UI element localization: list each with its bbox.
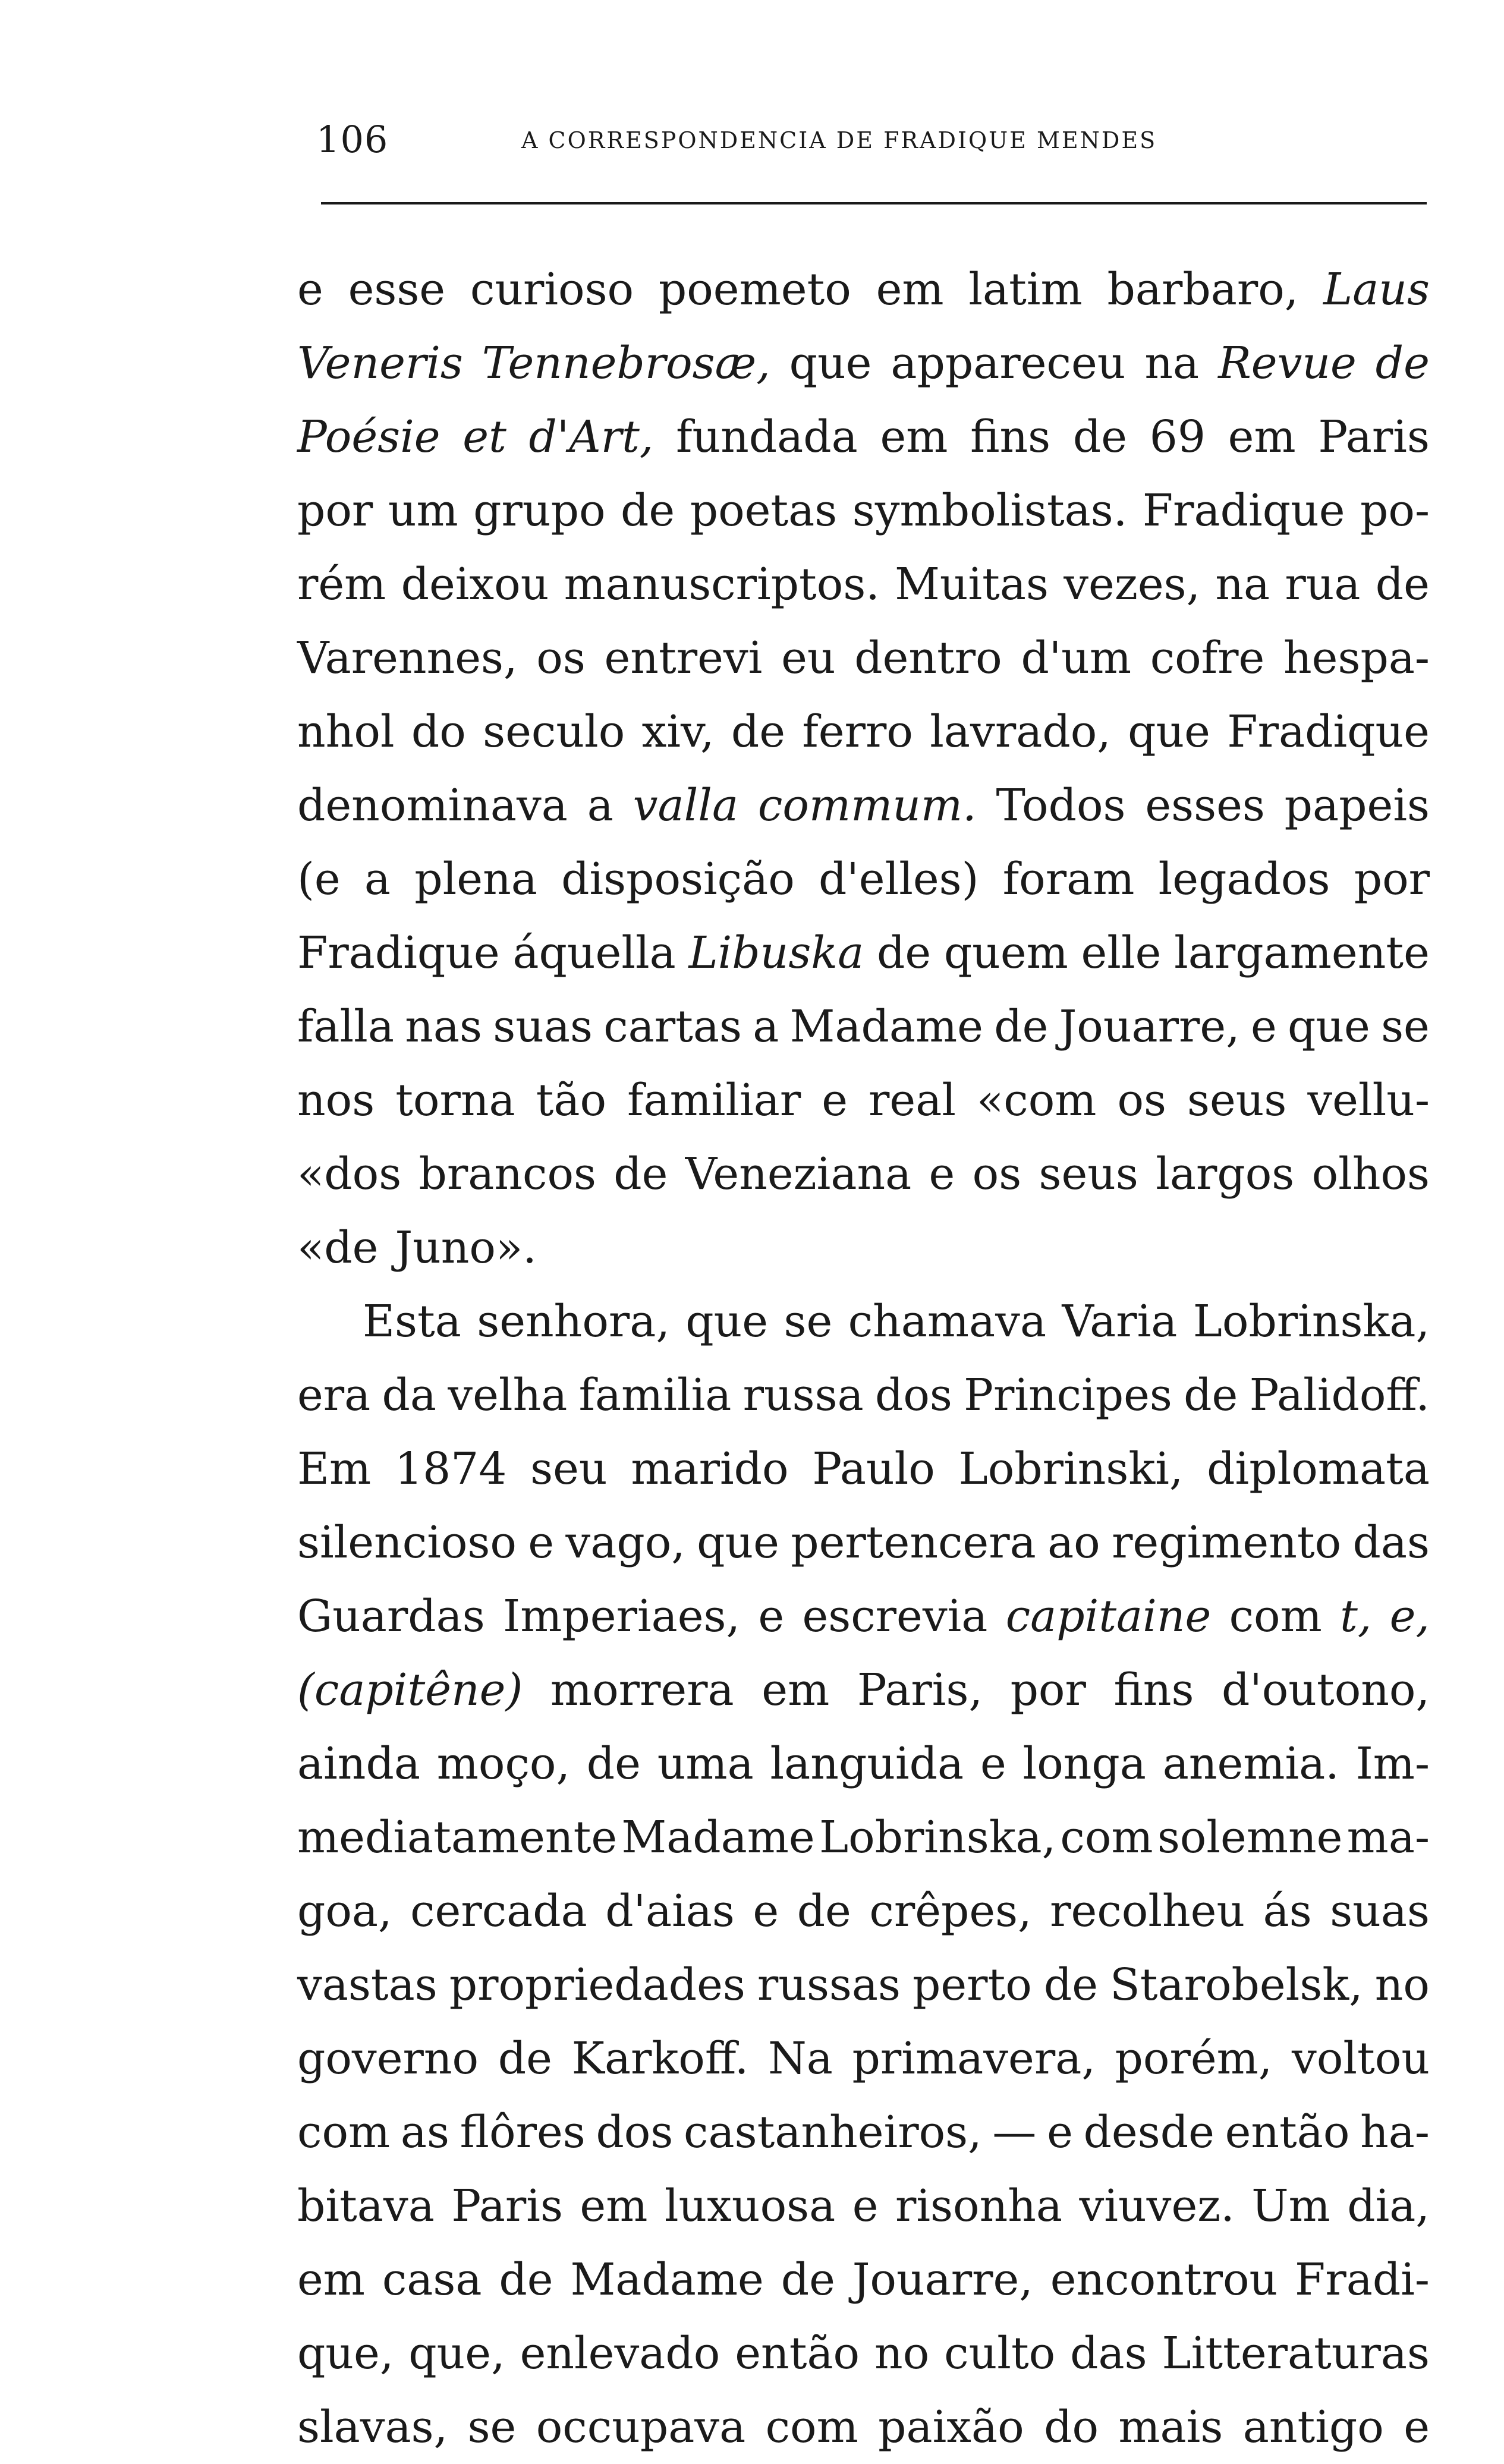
word: Fradique <box>297 927 500 978</box>
word: Fradi- <box>1295 2254 1430 2305</box>
word: Lobrinska, <box>1192 1296 1430 1347</box>
word: fundada <box>676 411 858 462</box>
italic-word: Tennebrosæ, <box>482 338 770 389</box>
word: seculo <box>483 706 625 757</box>
text-line <box>297 769 1430 842</box>
word: que, <box>297 2328 394 2379</box>
word: ainda <box>297 1738 420 1789</box>
word: e <box>929 1148 955 1200</box>
word: bitava <box>297 2180 435 2232</box>
word: Guardas <box>297 1591 485 1642</box>
word: d'elles) <box>819 854 979 905</box>
word: desde <box>1083 2107 1214 2158</box>
word: Varennes, <box>297 632 518 684</box>
word: de <box>499 2254 553 2305</box>
word: recolheu <box>1050 1886 1245 1937</box>
text-line <box>297 547 1430 621</box>
word: de <box>621 485 675 536</box>
word: nas <box>405 1001 482 1052</box>
word: crêpes, <box>869 1886 1032 1937</box>
word: e <box>1404 2402 1430 2453</box>
word: cercada <box>410 1886 587 1937</box>
word: deixou <box>401 559 549 610</box>
word: e <box>297 264 323 315</box>
text-line <box>297 695 1430 769</box>
text-line <box>297 326 1430 400</box>
word: seu <box>530 1443 608 1494</box>
word: um <box>388 485 458 536</box>
word: plena <box>414 854 537 905</box>
word: legados <box>1158 854 1330 905</box>
word: e <box>822 1075 848 1126</box>
word: de <box>498 2033 552 2084</box>
word: em <box>580 2180 648 2232</box>
word: castanheiros, <box>684 2107 982 2158</box>
word: papeis <box>1284 780 1430 831</box>
word: então <box>735 2328 860 2379</box>
word: mediatamente <box>297 1812 618 1863</box>
word: curioso <box>470 264 634 315</box>
word: risonha <box>895 2180 1063 2232</box>
text-line <box>297 1727 1430 1801</box>
word: culto <box>944 2328 1056 2379</box>
word: que, <box>408 2328 505 2379</box>
word: do <box>1044 2402 1099 2453</box>
word: solemne <box>1157 1812 1343 1863</box>
word: poetas <box>690 485 838 536</box>
word: d'um <box>1021 632 1132 684</box>
word: disposição <box>561 854 795 905</box>
word: Esta <box>363 1296 461 1347</box>
page-number: 106 <box>316 118 389 161</box>
word: e <box>1047 2107 1073 2158</box>
word: d'aias <box>605 1886 735 1937</box>
word: suas <box>493 1001 593 1052</box>
word: os <box>972 1148 1022 1200</box>
word: foram <box>1002 854 1135 905</box>
word: se <box>467 2402 517 2453</box>
word: symbolistas. <box>852 485 1128 536</box>
word: Jouarre, <box>852 2254 1033 2305</box>
word: com <box>297 2107 391 2158</box>
word: as <box>400 2107 449 2158</box>
word: fins <box>1113 1664 1194 1716</box>
word: de <box>1072 411 1128 462</box>
word: e <box>753 1886 779 1937</box>
italic-word: et <box>462 411 506 462</box>
word: da <box>382 1370 437 1421</box>
word: largos <box>1156 1148 1295 1200</box>
word: nos <box>297 1075 375 1126</box>
word: paixão <box>878 2402 1024 2453</box>
word: goa, <box>297 1886 392 1937</box>
italic-word: d'Art, <box>528 411 654 462</box>
word: que <box>1128 706 1210 757</box>
word: entrevi <box>604 632 763 684</box>
word: rua <box>1285 559 1361 610</box>
word: Paulo <box>812 1443 935 1494</box>
word: Jouarre, <box>1059 1001 1240 1052</box>
word: das <box>1070 2328 1147 2379</box>
word: casa <box>382 2254 482 2305</box>
italic-word: Laus <box>1323 264 1430 315</box>
word: de <box>731 706 786 757</box>
word: no <box>874 2328 930 2379</box>
word: em <box>762 1664 830 1716</box>
text-line <box>297 1801 1430 1874</box>
word: esse <box>348 264 446 315</box>
text-line <box>297 916 1430 990</box>
word: os <box>536 632 586 684</box>
word: slavas, <box>297 2402 448 2453</box>
italic-word: e, <box>1389 1591 1430 1642</box>
word: tão <box>536 1075 607 1126</box>
word: d'outono, <box>1222 1664 1430 1716</box>
running-head <box>316 113 1428 166</box>
word: vastas <box>297 1959 438 2010</box>
word: perto <box>913 1959 1032 2010</box>
word: po- <box>1360 485 1430 536</box>
word: Madame <box>621 1812 815 1863</box>
word: vellu- <box>1307 1075 1430 1126</box>
word: elle <box>1081 927 1162 978</box>
word: por <box>297 485 373 536</box>
text-line <box>297 1948 1430 2022</box>
text-line <box>297 1874 1430 1948</box>
word: ferro <box>802 706 913 757</box>
word: barbaro, <box>1107 264 1299 315</box>
word: «dos <box>297 1148 402 1200</box>
word: era <box>297 1370 371 1421</box>
text-line <box>297 2243 1430 2317</box>
word: do <box>411 706 466 757</box>
word: dentro <box>854 632 1002 684</box>
word: escrevia <box>802 1591 988 1642</box>
word: falla <box>297 1001 394 1052</box>
word: quem <box>943 927 1068 978</box>
word: com <box>1060 1812 1153 1863</box>
word: uma <box>657 1738 754 1789</box>
word: de <box>1043 1959 1099 2010</box>
word: ha- <box>1360 2107 1430 2158</box>
word: poemeto <box>658 264 851 315</box>
word: velha <box>448 1370 568 1421</box>
word: anemia. <box>1162 1738 1339 1789</box>
word: governo <box>297 2033 479 2084</box>
word: Paris, <box>857 1664 983 1716</box>
word: dos <box>875 1370 952 1421</box>
word: eu <box>781 632 836 684</box>
word: torna <box>395 1075 515 1126</box>
word: Em <box>297 1443 372 1494</box>
word: em <box>297 2254 365 2305</box>
word: Veneziana <box>685 1148 912 1200</box>
word: porém, <box>1115 2033 1273 2084</box>
word: vago, <box>565 1517 685 1568</box>
word: áquella <box>512 927 676 978</box>
text-line <box>297 474 1430 547</box>
word: a <box>364 854 391 905</box>
word: grupo <box>473 485 606 536</box>
word: de <box>781 2254 835 2305</box>
italic-word: commum. <box>757 780 977 831</box>
word: a <box>587 780 613 831</box>
text-line <box>297 1285 1430 1358</box>
word: por <box>1010 1664 1086 1716</box>
word: russa <box>742 1370 864 1421</box>
word: 1874 <box>394 1443 507 1494</box>
word: Im- <box>1355 1738 1430 1789</box>
word: Starobelsk, <box>1110 1959 1363 2010</box>
word: brancos <box>419 1148 596 1200</box>
text-line <box>297 2390 1430 2464</box>
text-line <box>297 1211 1430 1285</box>
word: familia <box>578 1370 732 1421</box>
text-line <box>297 253 1430 326</box>
word: nhol <box>297 706 395 757</box>
text-line <box>297 1063 1430 1137</box>
word: em <box>880 411 948 462</box>
word: denominava <box>297 780 568 831</box>
word: se <box>784 1296 833 1347</box>
italic-word: Revue <box>1218 338 1357 389</box>
word: viuvez. <box>1079 2180 1235 2232</box>
word: manuscriptos. <box>564 559 880 610</box>
word: mais <box>1118 2402 1223 2453</box>
word: das <box>1352 1517 1430 1568</box>
word: Lobrinska, <box>819 1812 1056 1863</box>
word: Karkoff. <box>571 2033 749 2084</box>
word: no <box>1374 1959 1430 2010</box>
word: Litteraturas <box>1162 2328 1430 2379</box>
text-line <box>297 2022 1430 2095</box>
word: russas <box>757 1959 901 2010</box>
word: então <box>1225 2107 1350 2158</box>
word: ás <box>1263 1886 1312 1937</box>
italic-word: de <box>1375 338 1430 389</box>
italic-word: t, <box>1340 1591 1372 1642</box>
word: com <box>1229 1591 1322 1642</box>
running-title: A CORRESPONDENCIA DE FRADIQUE MENDES <box>521 127 1157 153</box>
word: hespa- <box>1283 632 1430 684</box>
word: de <box>1375 559 1430 610</box>
text-line <box>297 2095 1430 2169</box>
word: por <box>1354 854 1430 905</box>
word: esses <box>1145 780 1265 831</box>
word: em <box>876 264 944 315</box>
body-text <box>297 253 1430 2464</box>
word: que <box>789 338 872 389</box>
word: marido <box>631 1443 789 1494</box>
word: na <box>1144 338 1200 389</box>
word: com <box>765 2402 858 2453</box>
word: ma- <box>1346 1812 1430 1863</box>
word: moço, <box>436 1738 570 1789</box>
word: lavrado, <box>930 706 1111 757</box>
text-line <box>297 1137 1430 1211</box>
word: Paris <box>451 2180 563 2232</box>
italic-word: Poésie <box>297 411 440 462</box>
word: luxuosa <box>664 2180 836 2232</box>
word: Um <box>1251 2180 1330 2232</box>
word: e <box>980 1738 1006 1789</box>
word: senhora, <box>477 1296 670 1347</box>
word: languida <box>770 1738 964 1789</box>
word: cartas <box>603 1001 742 1052</box>
text-line <box>297 621 1430 695</box>
word: 69 <box>1149 411 1206 462</box>
word: Madame <box>570 2254 764 2305</box>
text-line <box>297 400 1430 474</box>
word: que <box>685 1296 769 1347</box>
word: Palidoff. <box>1249 1370 1430 1421</box>
word: primavera, <box>852 2033 1096 2084</box>
word: se <box>1381 1001 1430 1052</box>
text-line <box>297 990 1430 1063</box>
word: seus <box>1187 1075 1287 1126</box>
word: e <box>758 1591 785 1642</box>
word: Juno». <box>395 1222 537 1273</box>
word: occupava <box>536 2402 746 2453</box>
word: cofre <box>1150 632 1265 684</box>
word: dia, <box>1347 2180 1430 2232</box>
word: Muitas <box>895 559 1049 610</box>
text-line <box>297 2317 1430 2390</box>
word: Paris <box>1318 411 1430 462</box>
word: os <box>1117 1075 1166 1126</box>
text-line <box>297 1653 1430 1727</box>
word: (e <box>297 854 341 905</box>
word: Madame <box>789 1001 983 1052</box>
word: fins <box>970 411 1051 462</box>
word: e <box>852 2180 879 2232</box>
word: morrera <box>550 1664 734 1716</box>
word: diplomata <box>1207 1443 1430 1494</box>
word: e <box>528 1517 555 1568</box>
word: de <box>586 1738 641 1789</box>
word: Todos <box>996 780 1126 831</box>
word: chamava <box>848 1296 1047 1347</box>
italic-word: capitaine <box>1005 1591 1212 1642</box>
word: familiar <box>627 1075 801 1126</box>
italic-word: Libuska <box>688 927 864 978</box>
word: encontrou <box>1050 2254 1278 2305</box>
word: Fradique <box>1142 485 1345 536</box>
italic-word: valla <box>633 780 739 831</box>
word: vezes, <box>1064 559 1201 610</box>
word: Imperiaes, <box>503 1591 741 1642</box>
italic-word: (capitêne) <box>297 1664 523 1716</box>
word: Fradique <box>1227 706 1430 757</box>
word: de <box>876 927 932 978</box>
text-line <box>297 842 1430 916</box>
word: na <box>1215 559 1270 610</box>
header-rule <box>321 202 1427 204</box>
word: «com <box>976 1075 1097 1126</box>
word: de <box>613 1148 668 1200</box>
word: flôres <box>460 2107 586 2158</box>
word: enlevado <box>520 2328 720 2379</box>
word: rém <box>297 559 386 610</box>
word: seus <box>1039 1148 1138 1200</box>
word: dos <box>596 2107 674 2158</box>
word: real <box>869 1075 956 1126</box>
word: olhos <box>1311 1148 1430 1200</box>
word: pertencera <box>791 1517 1036 1568</box>
word: Varia <box>1062 1296 1178 1347</box>
word: silencioso <box>297 1517 517 1568</box>
text-line <box>297 1358 1430 1432</box>
word: appareceu <box>891 338 1126 389</box>
word: que <box>1288 1001 1370 1052</box>
word: regimento <box>1112 1517 1342 1568</box>
text-line <box>297 1432 1430 1506</box>
word: suas <box>1330 1886 1430 1937</box>
word: a <box>753 1001 779 1052</box>
word: largamente <box>1174 927 1430 978</box>
word: xiv, <box>641 706 715 757</box>
word: latim <box>968 264 1083 315</box>
word: em <box>1228 411 1296 462</box>
word: de <box>994 1001 1049 1052</box>
word: ao <box>1047 1517 1100 1568</box>
italic-word: Veneris <box>297 338 463 389</box>
word: e <box>1250 1001 1277 1052</box>
word: «de <box>297 1222 379 1273</box>
word: Na <box>767 2033 833 2084</box>
word: — <box>992 2107 1037 2158</box>
word: longa <box>1022 1738 1146 1789</box>
word: de <box>1184 1370 1238 1421</box>
text-line <box>297 1579 1430 1653</box>
text-line <box>297 1506 1430 1579</box>
text-line <box>297 2169 1430 2243</box>
word: propriedades <box>449 1959 745 2010</box>
word: voltou <box>1292 2033 1430 2084</box>
word: de <box>797 1886 851 1937</box>
word: antigo <box>1242 2402 1384 2453</box>
word: que <box>697 1517 779 1568</box>
word: Lobrinski, <box>958 1443 1184 1494</box>
word: Principes <box>964 1370 1172 1421</box>
